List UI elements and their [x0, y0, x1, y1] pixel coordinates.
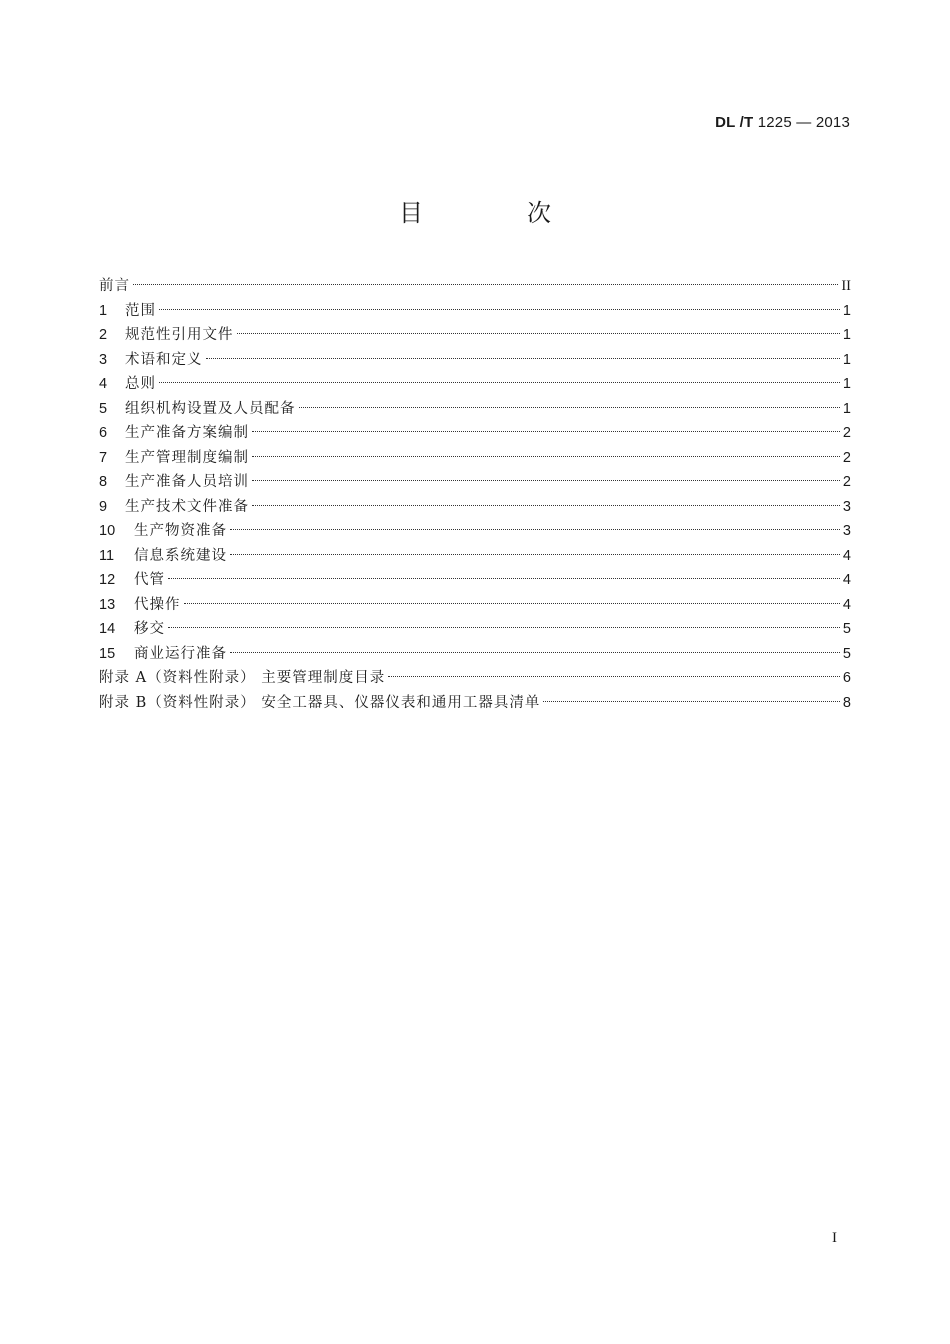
toc-entry-number: 3 [99, 351, 108, 368]
toc-entry-number: 4 [99, 376, 108, 392]
table-of-contents [99, 274, 851, 715]
toc-entry[interactable] [99, 593, 851, 618]
toc-dot-leader [159, 309, 840, 310]
toc-entry-page: 8 [842, 694, 851, 711]
toc-entry-page: 2 [842, 449, 851, 466]
toc-dot-leader [230, 529, 840, 530]
toc-entry[interactable] [99, 617, 851, 642]
toc-entry-label: 规范性引用文件 [125, 327, 234, 343]
toc-entry-number: 6 [99, 425, 108, 441]
toc-entry-number: 5 [99, 400, 108, 417]
toc-dot-leader [252, 431, 840, 432]
toc-entry[interactable] [99, 544, 851, 569]
toc-entry-label: 附录 B（资料性附录） 安全工器具、仪器仪表和通用工器具清单 [99, 694, 541, 711]
toc-entry-label: 前言 [99, 278, 130, 294]
toc-entry-label: 生产准备方案编制 [125, 425, 249, 441]
toc-entry-page: 1 [842, 302, 851, 319]
toc-entry-number: 8 [99, 474, 108, 490]
toc-entry-page: 1 [842, 376, 851, 392]
toc-entry[interactable] [99, 348, 851, 373]
toc-entry-number: 9 [99, 498, 108, 515]
toc-entry-number: 1 [99, 302, 108, 319]
toc-entry-label: 生产管理制度编制 [125, 449, 249, 466]
toc-entry[interactable] [99, 519, 851, 544]
toc-entry-number: 2 [99, 327, 108, 343]
toc-entry-label: 范围 [125, 302, 156, 319]
toc-dot-leader [206, 358, 840, 359]
toc-entry-number: 7 [99, 449, 108, 466]
toc-entry-label: 术语和定义 [125, 351, 203, 368]
toc-dot-leader [252, 480, 840, 481]
toc-entry-label: 商业运行准备 [134, 645, 227, 662]
standard-code-prefix: DL /T [715, 114, 754, 131]
toc-entry-page: 3 [842, 523, 851, 539]
toc-dot-leader [168, 627, 840, 628]
toc-entry-label: 生产准备人员培训 [125, 474, 249, 490]
toc-entry[interactable] [99, 470, 851, 495]
toc-entry-label: 附录 A（资料性附录） 主要管理制度目录 [99, 670, 386, 686]
toc-entry-label: 生产技术文件准备 [125, 498, 249, 515]
toc-entry-page: 1 [842, 400, 851, 417]
toc-entry-label: 信息系统建设 [134, 547, 227, 564]
toc-entry-page: 1 [842, 327, 851, 343]
toc-entry-label: 组织机构设置及人员配备 [125, 400, 296, 417]
toc-entry-label: 生产物资准备 [134, 523, 227, 539]
page-number: I [832, 1230, 837, 1246]
toc-entry-number: 14 [99, 621, 116, 637]
toc-dot-leader [543, 701, 840, 702]
toc-entry-page: 2 [842, 474, 851, 490]
standard-code-number: 1225 — 2013 [757, 114, 850, 131]
toc-entry[interactable] [99, 397, 851, 422]
toc-dot-leader [237, 333, 840, 334]
toc-entry[interactable] [99, 323, 851, 348]
toc-dot-leader [230, 652, 840, 653]
toc-entry[interactable] [99, 495, 851, 520]
toc-entry-page: 6 [842, 670, 851, 686]
toc-entry-number: 15 [99, 645, 116, 662]
toc-entry-page: 4 [842, 572, 851, 588]
toc-entry[interactable] [99, 568, 851, 593]
toc-entry-number: 11 [99, 547, 115, 564]
toc-dot-leader [184, 603, 840, 604]
toc-dot-leader [168, 578, 840, 579]
toc-entry-page: 2 [842, 425, 851, 441]
toc-dot-leader [252, 456, 840, 457]
toc-entry-page: 5 [842, 621, 851, 637]
toc-entry-label: 代操作 [134, 596, 181, 613]
toc-dot-leader [230, 554, 840, 555]
standard-code [715, 114, 850, 131]
toc-dot-leader [388, 676, 840, 677]
page-title: 目 次 [399, 199, 591, 227]
toc-entry[interactable] [99, 666, 851, 691]
toc-entry-number: 10 [99, 523, 116, 539]
toc-entry-page: 5 [842, 645, 851, 662]
toc-entry-number: 12 [99, 572, 116, 588]
toc-entry-page: 4 [842, 596, 851, 613]
toc-entry-label: 总则 [125, 376, 156, 392]
toc-entry[interactable] [99, 372, 851, 397]
toc-entry[interactable] [99, 274, 851, 299]
toc-entry[interactable] [99, 691, 851, 716]
toc-entry-page: 3 [842, 498, 851, 515]
toc-dot-leader [133, 284, 838, 285]
toc-entry-page: 1 [842, 351, 851, 368]
toc-entry-label: 移交 [134, 621, 165, 637]
toc-dot-leader [159, 382, 840, 383]
toc-entry[interactable] [99, 421, 851, 446]
toc-entry[interactable] [99, 446, 851, 471]
toc-entry-page: 4 [842, 547, 851, 564]
toc-dot-leader [252, 505, 840, 506]
toc-entry-label: 代管 [134, 572, 165, 588]
toc-entry-number: 13 [99, 596, 116, 613]
toc-entry[interactable] [99, 642, 851, 667]
toc-entry[interactable] [99, 299, 851, 324]
toc-dot-leader [299, 407, 840, 408]
toc-entry-page: II [841, 278, 851, 294]
